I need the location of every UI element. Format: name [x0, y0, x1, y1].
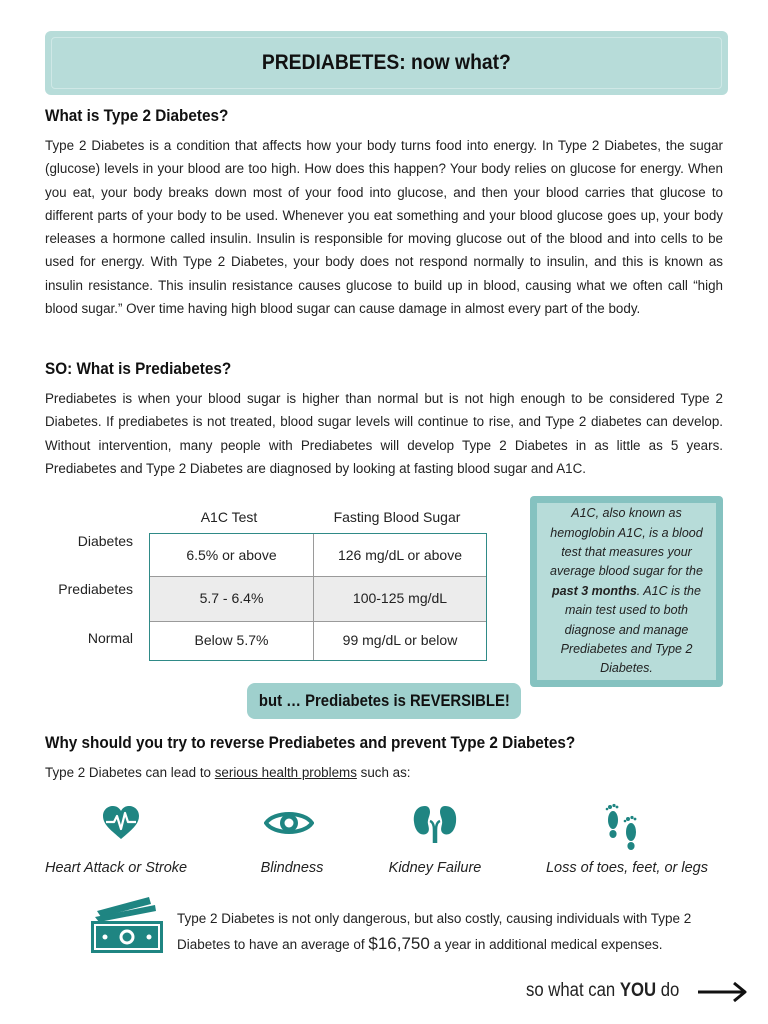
a1c-note-text-start: A1C, also known as hemoglobin A1C, is a blood test that measures your average blood sugar for the [550, 506, 703, 579]
table-cell: 5.7 - 6.4% [199, 590, 264, 606]
heart-pulse-icon [102, 805, 140, 846]
table-cell: 99 mg/dL or below [342, 632, 458, 648]
footer-text-end: do [656, 980, 680, 1001]
column-header-fasting: Fasting Blood Sugar [333, 509, 461, 525]
section-heading-why-reverse: Why should you try to reverse Prediabetes and prevent Type 2 Diabetes? [45, 733, 576, 752]
footer-emphasis: YOU [619, 980, 657, 1001]
problem-label-eye: Blindness [260, 860, 324, 876]
serious-health-problems-text: serious health problems [214, 765, 357, 780]
section-body-prediabetes: Prediabetes is when your blood sugar is higher than normal but is not high enough to be considered Type 2 Diabetes. If prediabetes is not treated, blood sugar levels will continue to rise, and Type 2 diabetes can develop. Without intervention, many people with Prediabetes will develop Type 2 Diabetes in as little as 5 years. Prediabetes and Type 2 Diabetes are diagnosed by looking at fasting blood sugar and A1C. [45, 391, 723, 476]
table-cell: 100-125 mg/dL [352, 590, 448, 606]
cost-text [177, 906, 722, 957]
table-cell: 6.5% or above [186, 547, 277, 563]
table-cell: 126 mg/dL or above [337, 547, 462, 563]
reversible-callout [247, 683, 521, 719]
intro-text-start: Type 2 Diabetes can lead to [45, 765, 215, 780]
diagnosis-table [40, 505, 495, 675]
money-icon [89, 895, 165, 960]
column-header-a1c: A1C Test [200, 509, 258, 525]
row-label-normal: Normal [87, 630, 133, 646]
cost-text-start: Type 2 Diabetes is not only dangerous, but also costly, causing individuals with Type 2 Diabetes to have an average of [177, 911, 692, 952]
section-intro-health-problems [45, 761, 723, 784]
section-heading-prediabetes: SO: What is Prediabetes? [45, 359, 232, 378]
intro-text-end: such as: [356, 765, 411, 780]
row-label-prediabetes: Prediabetes [58, 581, 133, 597]
cost-amount: $16,750 [368, 934, 430, 953]
footer-text-start: so what can [526, 980, 620, 1001]
table-cell: Below 5.7% [194, 632, 269, 648]
next-page-prompt [526, 980, 679, 1002]
a1c-note-inner [537, 503, 716, 680]
a1c-note-emphasis: past 3 months [552, 583, 637, 598]
section-heading-type2: What is Type 2 Diabetes? [45, 106, 229, 125]
title-banner-inner [51, 37, 722, 89]
table-grid [149, 533, 487, 661]
kidneys-icon [412, 804, 458, 849]
a1c-note-box [530, 496, 723, 687]
row-label-diabetes: Diabetes [77, 533, 133, 549]
page-title: PREDIABETES: now what? [261, 51, 512, 74]
eye-icon [264, 808, 314, 843]
footprints-icon [604, 800, 642, 855]
cost-text-end: a year in additional medical expenses. [429, 937, 663, 952]
problem-label-heart: Heart Attack or Stroke [45, 860, 188, 876]
reversible-callout-text: but … Prediabetes is REVERSIBLE! [258, 691, 510, 710]
arrow-right-icon [696, 981, 748, 1008]
problem-label-kidney: Kidney Failure [388, 860, 482, 876]
a1c-note-text-end: . A1C is the main test used to both diagnose and manage Prediabetes and Type 2 Diabetes. [560, 583, 701, 676]
a1c-note-text [539, 504, 714, 679]
section-body-type2: Type 2 Diabetes is a condition that affects how your body turns food into energy. In Type 2 Diabetes, the sugar (glucose) levels in your blood are too high. How does this happen? Your body relies on glucose for energy. When you eat, your body breaks down most of your food into glucose, and then your blood carries that glucose to different parts of your body to be used. Whenever you eat something and your blood glucose goes up, your body releases a hormone called insulin. Insulin is responsible for moving glucose out of the blood and into cells to be used for energy. With Type 2 Diabetes, your body does not respond normally to insulin, and this is known as insulin resistance. This insulin resistance causes glucose to build up in blood, causing what we often call “high blood sugar.” Over time having high blood sugar can cause damage in almost every part of the body. [45, 138, 723, 317]
problem-label-feet: Loss of toes, feet, or legs [545, 860, 708, 876]
title-banner [45, 31, 728, 95]
